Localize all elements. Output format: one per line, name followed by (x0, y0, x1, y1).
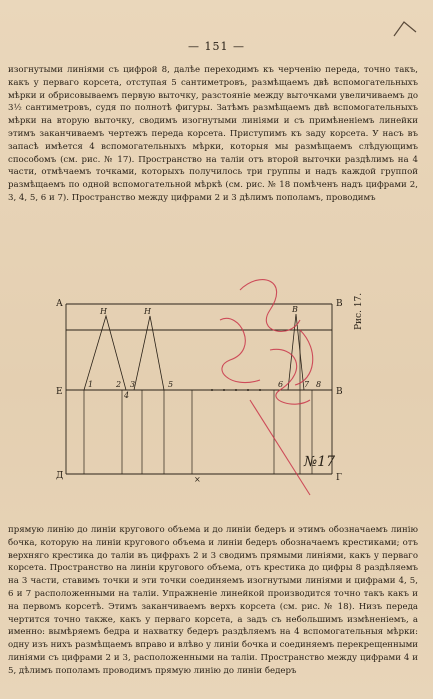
hand-label-4: 4 (124, 391, 130, 400)
body-text-bottom (8, 524, 418, 678)
hand-label-v: В (292, 305, 298, 314)
hand-label-8: 8 (316, 380, 322, 389)
label-e: Е (56, 387, 63, 397)
label-g: Г (336, 473, 342, 483)
pencil-mark-icon (390, 18, 420, 40)
hand-label-1: 1 (88, 380, 94, 389)
hand-label-3: 3 (130, 380, 136, 389)
hand-label-5: 5 (168, 380, 174, 389)
paragraph: изогнутыми линіями съ цифрой 8, далѣе переходимъ къ черченію переда, точно такъ, какъ у перваго корсета, отступая 5 сантиметровъ, размѣщаемъ двѣ вспомогательныхъ мѣрки и обрисовываемъ первую выточку, разстояніе между выточками увеличиваемъ до 3½ сантиметровъ, судя по полнотѣ фигуры. Затѣмъ размѣщаемъ двѣ вспомогательныхъ мѣрки на вторую выточку, сводимъ изогнутыми линіями и съ примѣненіемъ линейки этимъ заканчиваемъ чертежъ переда корсета. Приступимъ къ заду корсета. У насъ въ запасѣ имѣется 4 вспомогательныхъ мѣрки, которыя мы размѣщаемъ слѣдующимъ способомъ (см. рис. № 17). Пространство на таліи отъ второй выточки раздѣлимъ на 4 части, отмѣчаемъ точками, которыхъ получилось три группы и надъ каждой группой размѣщаемъ по одной вспомогательной мѣркѣ (см. рис. № 18 помѣченъ надъ цифрами 2, 3, 4, 5, 6 и 7). Пространство между цифрами 2 и 3 дѣлимъ пополамъ, проводимъ (8, 65, 418, 203)
figure-stamp: №17 (304, 454, 336, 470)
figure-caption: Рис. 17. (354, 292, 364, 330)
page-number: — 151 — (188, 40, 245, 53)
red-pencil-scribble-icon (200, 260, 340, 500)
label-d: Д (56, 471, 64, 481)
hand-label-6: 6 (278, 380, 284, 389)
hand-label-2: 2 (116, 380, 122, 389)
body-text-top (8, 64, 418, 205)
label-a: А (56, 299, 63, 309)
hand-label-cross: × (194, 475, 201, 484)
paragraph: прямую линію до линіи кругового объема и до линіи бедеръ и этимъ обозначаемъ линію бочка, которую на линіи кругового объема и линіи бедеръ обозначаемъ крестиками; отъ верхняго крестика до таліи въ цифрахъ 2 и 3 сводимъ прямыми линіями, какъ у перваго корсета. Пространство на линіи кругового объема, отъ крестика до цифры 8 раздѣляемъ на 3 части, ставимъ точки и эти точки соединяемъ изогнутыми линіями и цифрами 4, 5, 6 и 7 расположенными на таліи. Упражненіе линейкой производится точно такъ какъ и на первомъ корсетѣ. Этимъ заканчиваемъ верхъ корсета (см. рис. № 18). Низъ переда чертится точно также, какъ у перваго корсета, а задъ съ небольшимъ измѣненіемъ, а именно: вымѣряемъ бедра и нахватку бедеръ раздѣляемъ на 4 вспомогательныя мѣрки: одну изъ нихъ размѣщаемъ вправо и влѣво у линіи бочка и соединяемъ перекрещенными линіями съ цифрами 2 и 3, расположенными на таліи. Пространство между цифрами 4 и 5, дѣлимъ пополамъ проводимъ прямую линію до линіи бедеръ (8, 525, 418, 676)
hand-label-n1: Н (100, 307, 107, 316)
label-v-top: В (336, 299, 343, 309)
hand-label-7: 7 (304, 380, 310, 389)
label-v-mid: В (336, 387, 343, 397)
hand-label-n2: Н (144, 307, 151, 316)
